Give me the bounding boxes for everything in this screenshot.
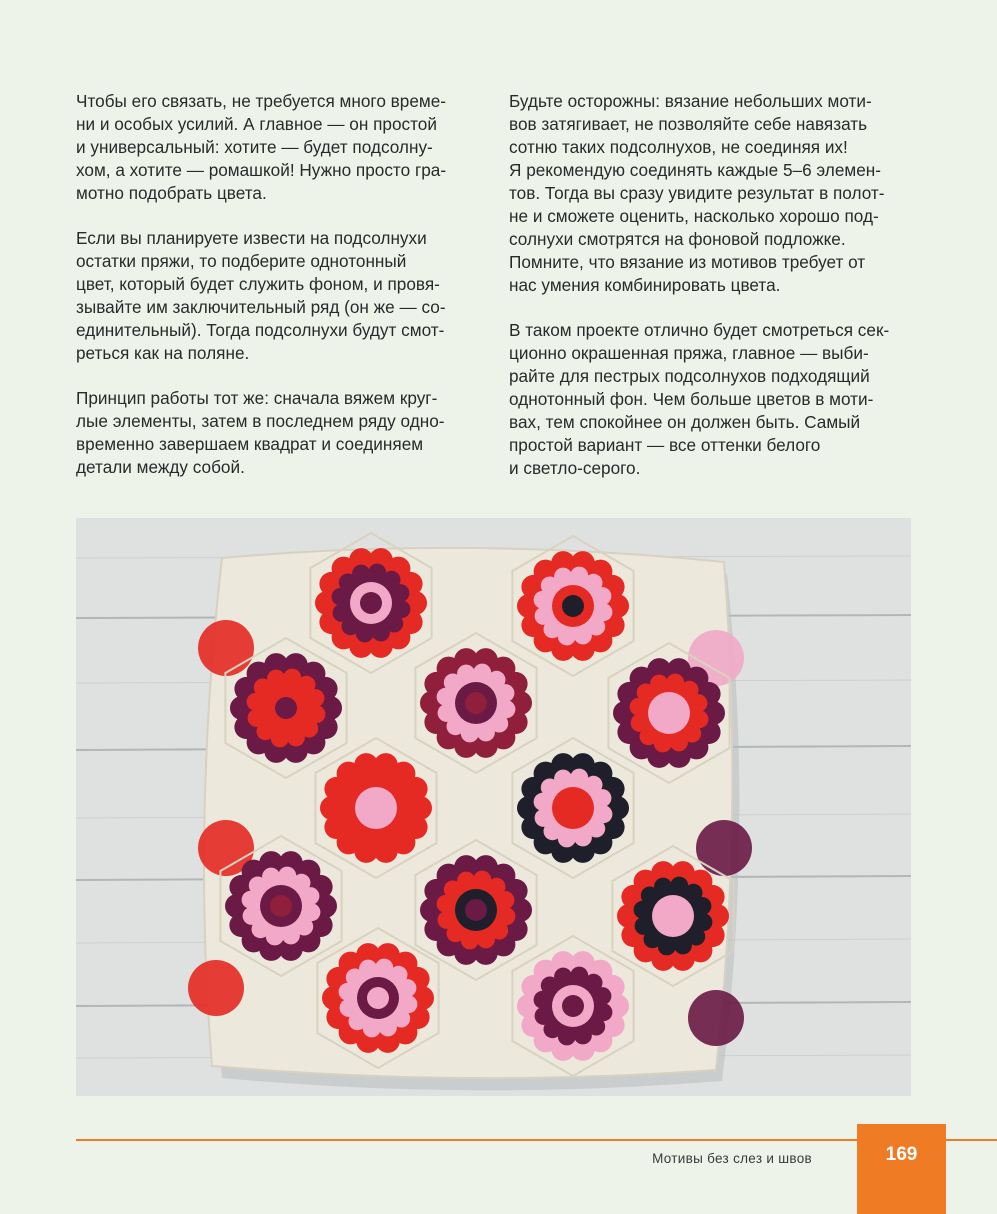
left-paragraph-1: Чтобы его связать, не требуется много време- ни и особых усилий. А главное — он простой и универсальный: хотите — будет подсолну- хом, а хотите — ромашкой! Нужно просто гра- мотно подобрать цвета. bbox=[76, 91, 447, 203]
left-paragraph-2: Если вы планируете извести на подсолнухи остатки пряжи, то подберите однотонный цвет, который будет служить фоном, и провя- зывайте им заключительный ряд (он же — со- единительный). Тогда подсолнухи будут смот- реться как на поляне. bbox=[76, 228, 446, 363]
pillow-illustration bbox=[76, 518, 911, 1096]
page-number-box bbox=[857, 1124, 946, 1214]
left-text-column bbox=[76, 90, 476, 501]
right-paragraph-2: В таком проекте отлично будет смотреться сек- ционно окрашенная пряжа, главное — выби- райте для пестрых подсолнухов подходящий однотонный фон. Чем больше цветов в моти- вах, тем спокойнее он должен быть. Самый простой вариант — все оттенки белого и светло-серого. bbox=[509, 320, 890, 478]
edge-motif bbox=[696, 820, 752, 876]
footer-caption: Мотивы без слез и швов bbox=[652, 1151, 812, 1166]
right-paragraph-1: Будьте осторожны: вязание небольших моти- вов затягивает, не позволяйте себе навязать сотню таких подсолнухов, не соединяя их! Я рекомендую соединять каждые 5–6 элемен- тов. Тогда вы сразу увидите результат в полот- не и сможете оценить, насколько хорошо под- солнухи смотрятся на фоновой подложке. Помните, что вязание из мотивов требует от нас умения комбинировать цвета. bbox=[509, 91, 885, 295]
edge-motif bbox=[188, 960, 244, 1016]
page-number: 169 bbox=[885, 1144, 918, 1165]
edge-motif bbox=[688, 990, 744, 1046]
right-text-column bbox=[509, 90, 909, 502]
left-paragraph-3: Принцип работы тот же: сначала вяжем круг- лые элементы, затем в последнем ряду одно- временно завершаем квадрат и соединяем детали между собой. bbox=[76, 388, 445, 477]
crochet-pillow-photo bbox=[76, 518, 911, 1096]
edge-motif bbox=[198, 620, 254, 676]
